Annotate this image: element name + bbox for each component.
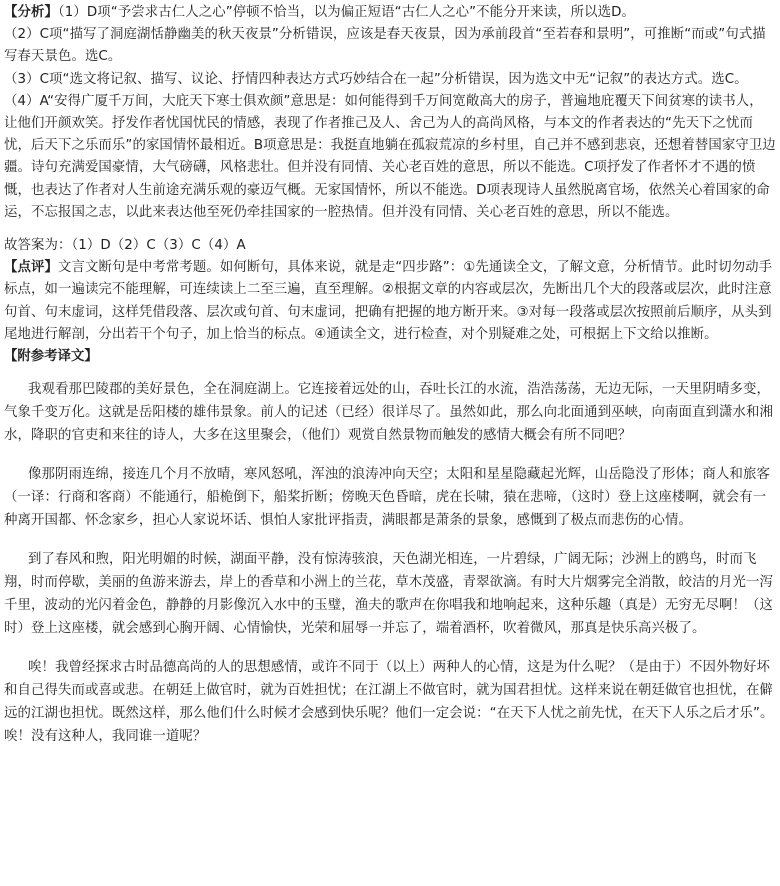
translation-section: [4, 378, 776, 748]
comment-text: 文言文断句是中考常考题。如何断句，具体来说，就是走“四步路”：①先通读全文，了解文意，分析情节。此时切勿动手标点，如一遍读完不能理解，可连续读上二至三遍，直至理解。②根据文章的内容或层次，先断出几个大的段落或层次，此时注意句首、句末虚词，这样凭借段落、层次或句首、句末虚词，把确有把握的地方断开来。③对每一段落或层次按照前后顺序，从头到尾地进行解剖，分出若干个句子，加上恰当的标点。④通读全文，进行检查，对个别疑难之处，可根据上下文给以推断。: [4, 260, 773, 342]
final-answer: 故答案为：（1）D（2）C（3）C（4）A: [4, 238, 246, 254]
translation-paragraph-4: 唉！我曾经探求古时品德高尚的人的思想感情，或许不同于（以上）两种人的心情，这是为什么呢？（是由于）不因外物好坏和自己得失而或喜或悲。在朝廷上做官时，就为百姓担忧；在江湖上不做官时，就为国君担忧。这样来说在朝廷做官也担忧，在僻远的江湖也担忧。既然这样，那么他们什么时候才会感到快乐呢？他们一定会说：“在天下人忧之前先忧，在天下人乐之后才乐”。唉！没有这种人，我同谁一道呢？: [4, 660, 774, 745]
analysis-section: [4, 2, 776, 224]
translation-paragraph-3: 到了春风和煦，阳光明媚的时候，湖面平静，没有惊涛骇浪，天色湖光相连，一片碧绿，广阔无际；沙洲上的鸥鸟，时而飞翔，时而停歇，美丽的鱼游来游去，岸上的香草和小洲上的兰花，草木茂盛，青翠欲滴。有时大片烟雾完全消散，皎洁的月光一泻千里，波动的光闪着金色，静静的月影像沉入水中的玉璧，渔夫的歌声在你唱我和地响起来，这种乐趣（真是）无穷无尽啊！（这时）登上这座楼，就会感到心胸开阔、心情愉快，光荣和屈辱一并忘了，端着酒杯，吹着微风，那真是快乐高兴极了。: [4, 552, 773, 637]
translation-paragraph-1: 我观看那巴陵郡的美好景色，全在洞庭湖上。它连接着远处的山，吞吐长江的水流，浩浩荡荡，无边无际，一天里阴晴多变，气象千变万化。这就是岳阳楼的雄伟景象。前人的记述（已经）很详尽了。虽然如此，那么向北面通到巫峡，向南面直到潇水和湘水，降职的官吏和来往的诗人，大多在这里聚会，（他们）观赏自然景物而触发的感情大概会有所不同吧？: [4, 382, 773, 444]
analysis-item-4: （4）A“安得广厦千万间，大庇天下寒士俱欢颜”意思是：如何能得到千万间宽敞高大的房子，普遍地庇覆天下间贫寒的读书人，让他们开颜欢笑。抒发作者忧国忧民的情感，表现了作者推己及人、舍己为人的高尚风格，与本文的作者表达的“先天下之忧而忧，后天下之乐而乐”的家国情怀最相近。B项意思是：我挺直地躺在孤寂荒凉的乡村里，自己并不感到悲哀，还想着替国家守卫边疆。诗句充满爱国豪情，大气磅礴，风格悲壮。但并没有同情、关心老百姓的意思，所以不能选。C项抒发了作者怀才不遇的愤慨，也表达了作者对人生前途充满乐观的豪迈气概。无家国情怀，所以不能选。D项表现诗人虽然脱离官场，依然关心着国家的命运，不忘报国之志，以此来表达他至死仍牵挂国家的一腔热情。但并没有同情、关心老百姓的意思，所以不能选。: [4, 93, 776, 220]
analysis-item-2: （2）C项“描写了洞庭湖恬静幽美的秋天夜景”分析错误，应该是春天夜景，因为承前段首“至若春和景明”，可推断“而或”句式描写春天景色。选C。: [4, 27, 766, 65]
analysis-item-1: [4, 2, 776, 24]
analysis-item-1-text: （1）D项“予尝求古仁人之心”停顿不恰当，以为偏正短语“古仁人之心”不能分开来读，所以选D。: [57, 5, 635, 20]
analysis-item-3: （3）C项“选文将记叙、描写、议论、抒情四种表达方式巧妙结合在一起”分析错误，因为选文中无“记叙”的表达方式。选C。: [4, 71, 748, 87]
comment-paragraph: [4, 257, 776, 346]
translation-heading: 【附参考译文】: [4, 349, 98, 365]
comment-heading: 【点评】: [4, 260, 58, 276]
translation-paragraph-2: 像那阴雨连绵，接连几个月不放晴，寒风怒吼，浑浊的浪涛冲向天空；太阳和星星隐藏起光辉，山岳隐没了形体；商人和旅客（一译：行商和客商）不能通行，船桅倒下，船桨折断；傍晚天色昏暗，虎在长啸，猿在悲啼，（这时）登上这座楼啊，就会有一种离开国都、怀念家乡，担心人家说坏话、惧怕人家批评指责，满眼都是萧条的景象，感慨到了极点而悲伤的心情。: [4, 467, 770, 529]
analysis-heading: 【分析】: [4, 5, 58, 20]
section-gap: [4, 224, 776, 235]
